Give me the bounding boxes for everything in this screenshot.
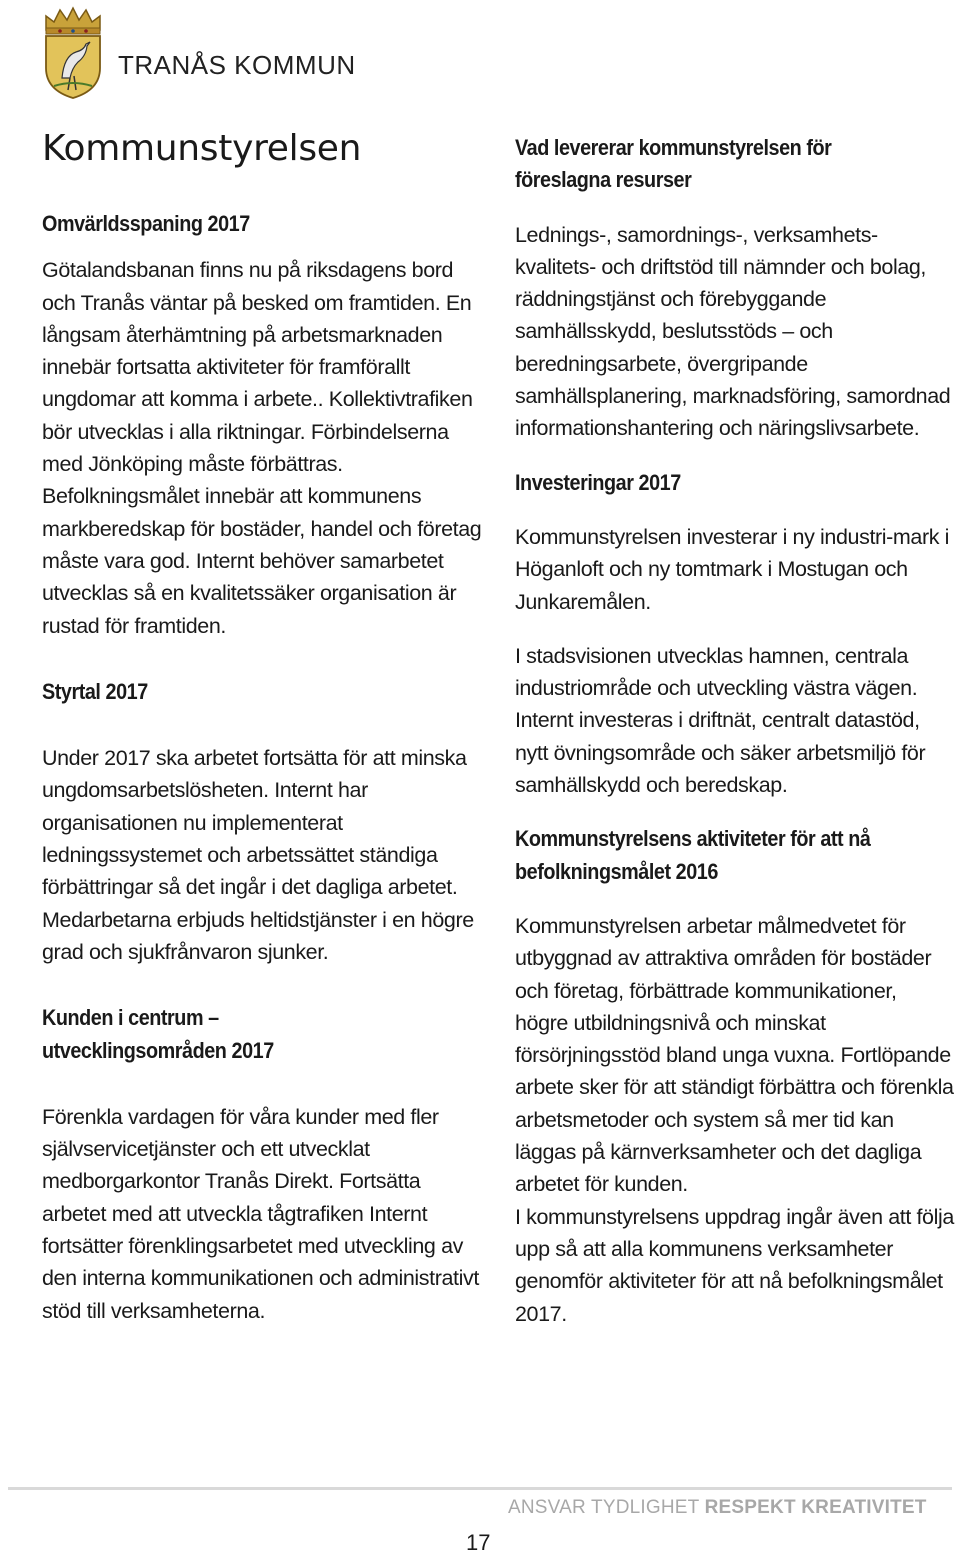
section-heading-investeringar: Investeringar 2017 [515, 469, 681, 495]
footer-values-light: ANSVAR TYDLIGHET [508, 1497, 705, 1518]
section-heading-omvarldsspaning: Omvärldsspaning 2017 [42, 211, 250, 236]
section-text-levererar: Lednings-, samordnings-, verksamhets-kvalitets- och driftstöd till nämnder och bolag, räddningstjänst och förebyggande samhällsskydd, beslutsstöds – och beredningsarbete, övergripande samhällsplanering, marknadsföring, samordnad informationshantering och näringslivsarbete. [515, 222, 951, 441]
section-heading-aktiviteter-line1: Kommunstyrelsens aktiviteter för att nå [515, 826, 871, 852]
footer-values-slogan [508, 1497, 927, 1519]
section-heading-aktiviteter-line2: befolkningsmålet 2016 [515, 858, 718, 884]
section-text-investeringar-b: I stadsvisionen utvecklas hamnen, centrala industriområde och utveckling västra vägen. Internt investeras i driftnät, centralt datastöd, nytt övningsområde och säker arbetsmiljö för samhällskydd och beredskap. [515, 643, 926, 798]
section-heading-levererar-line2: föreslagna resurser [515, 167, 692, 193]
footer-divider [8, 1487, 952, 1490]
section-heading-kunden-line1: Kunden i centrum – [42, 1005, 219, 1031]
right-column [515, 132, 955, 1330]
left-column [42, 208, 482, 1327]
section-text-aktiviteter-a: Kommunstyrelsen arbetar målmedvetet för utbyggnad av attraktiva områden för bostäder och företag, förbättrade kommunikationer, högre utbildningsnivå och minskat försörjningsstöd bland unga vuxna. Fortlöpande arbete sker för att ständigt förbättra och förenkla arbetsmetoder och system så mer tid kan läggas på kärnverksamheter och det dagliga arbetet för kunden. [515, 913, 954, 1197]
section-text-investeringar-a: Kommunstyrelsen investerar i ny industri-mark i Höganloft och ny tomtmark i Mostugan och Junkaremålen. [515, 524, 950, 614]
footer-values-bold: RESPEKT KREATIVITET [704, 1497, 927, 1518]
organization-name: TRANÅS KOMMUN [118, 50, 356, 80]
section-text-omvarldsspaning: Götalandsbanan finns nu på riksdagens bord och Tranås väntar på besked om framtiden. En långsam återhämtning på arbetsmarknaden innebär fortsatta aktiviteter för framförallt ungdomar att komma i arbete.. Kollektivtrafiken bör utvecklas i alla riktningar. Förbindelserna med Jönköping måste förbättras. Befolkningsmålet innebär att kommunens markberedskap för bostäder, handel och företag måste vara god. Internt behöver samarbetet utvecklas så en kvalitetssäker organisation är rustad för framtiden. [42, 258, 482, 638]
page-title: Kommunstyrelsen [42, 128, 362, 169]
section-text-aktiviteter-b: I kommunstyrelsens uppdrag ingår även att följa upp så att alla kommunens verksamheter genomför aktiviteter för att nå befolkningsmålet 2017. [515, 1204, 954, 1326]
municipal-coat-of-arms-icon [40, 6, 106, 100]
section-heading-levererar-line1: Vad levererar kommunstyrelsen för [515, 135, 832, 160]
section-heading-kunden-line2: utvecklingsområden 2017 [42, 1037, 274, 1063]
section-text-styrtal: Under 2017 ska arbetet fortsätta för att minska ungdomsarbetslösheten. Internt har organisationen nu implementerat ledningssystemet och arbetssättet ständiga förbättringar så det ingår i det dagliga arbetet. Medarbetarna erbjuds heltidstjänster i en högre grad och sjukfrånvaron sjunker. [42, 746, 474, 964]
page-number: 17 [466, 1530, 491, 1555]
page-header [40, 6, 440, 106]
section-text-kunden: Förenkla vardagen för våra kunder med fler självservicetjänster och ett utvecklat medborgarkontor Tranås Direkt. Fortsätta arbetet med att utveckla tågtrafiken Internt fortsätter förenklingsarbetet med utveckling av den interna kommunikationen och administrativt stöd till verksamheterna. [42, 1104, 479, 1323]
section-heading-styrtal: Styrtal 2017 [42, 678, 148, 704]
